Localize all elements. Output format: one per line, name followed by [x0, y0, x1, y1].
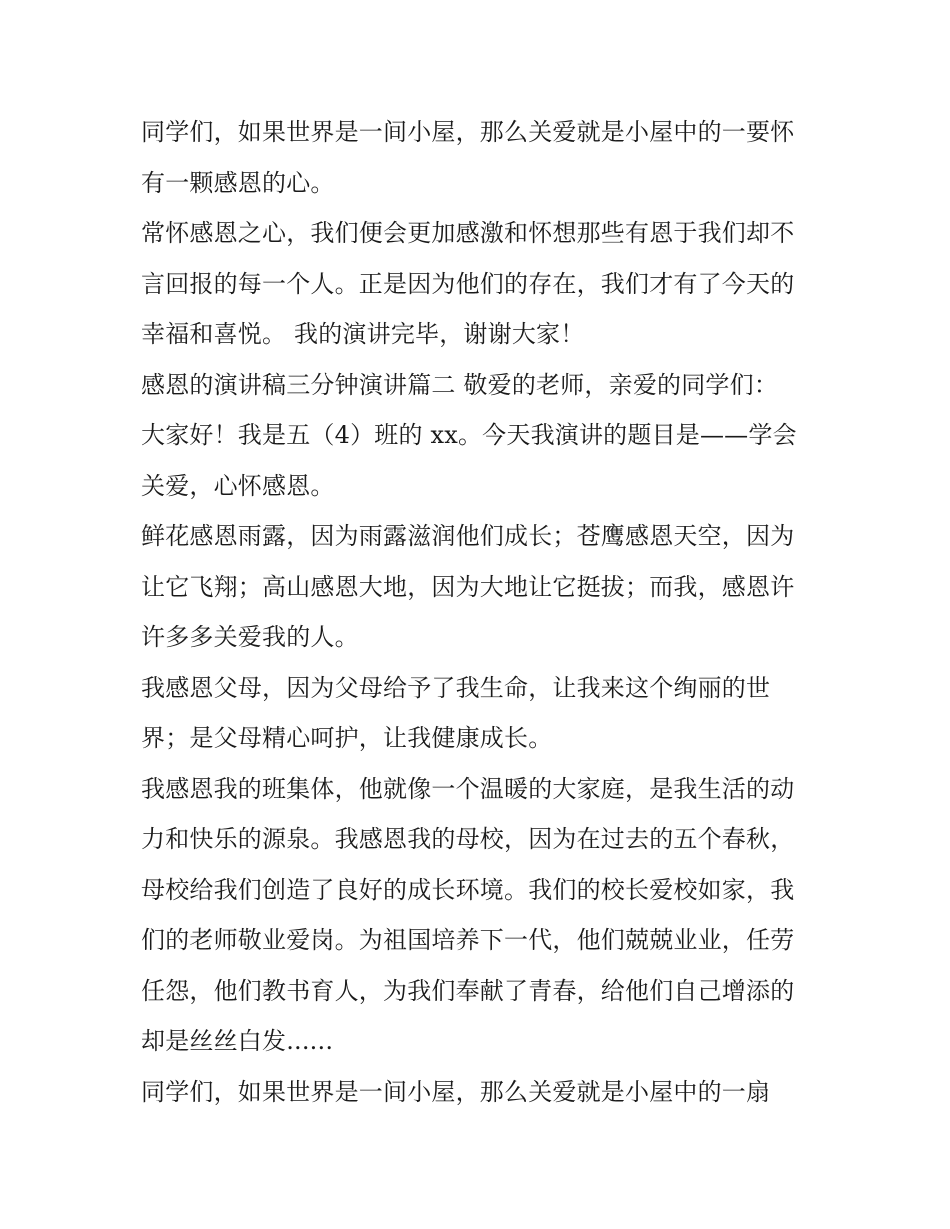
text-line: 们的老师敬业爱岗。为祖国培养下一代，他们兢兢业业，任劳 — [141, 926, 795, 954]
text-line: 鲜花感恩雨露，因为雨露滋润他们成长；苍鹰感恩天空，因为 — [141, 522, 795, 550]
text-line: 言回报的每一个人。正是因为他们的存在，我们才有了今天的 — [141, 269, 795, 298]
text-line: 任怨，他们教书育人，为我们奉献了青春，给他们自己增添的 — [141, 976, 795, 1005]
speech-text — [141, 107, 821, 1117]
text-line: 同学们，如果世界是一间小屋，那么关爱就是小屋中的一要怀 — [141, 118, 795, 146]
text-line: 界；是父母精心呵护，让我健康成长。 — [141, 724, 553, 752]
text-line: 我感恩我的班集体，他就像一个温暖的大家庭，是我生活的动 — [141, 774, 795, 803]
text-line: 关爱，心怀感恩。 — [141, 471, 335, 500]
text-line: 感恩的演讲稿三分钟演讲篇二 敬爱的老师，亲爱的同学们： — [141, 370, 779, 399]
text-line: 我感恩父母，因为父母给予了我生命，让我来这个绚丽的世 — [141, 673, 771, 702]
text-line: 常怀感恩之心，我们便会更加感激和怀想那些有恩于我们却不 — [141, 219, 795, 247]
text-line: 许多多关爱我的人。 — [141, 623, 359, 651]
text-line: 却是丝丝白发...... — [141, 1027, 334, 1055]
text-line: 幸福和喜悦。 我的演讲完毕，谢谢大家！ — [141, 320, 585, 348]
text-line: 同学们，如果世界是一间小屋，那么关爱就是小屋中的一扇 — [141, 1077, 771, 1106]
text-line: 大家好！我是五（4）班的 xx。今天我演讲的题目是——学会 — [141, 421, 797, 449]
text-line: 力和快乐的源泉。我感恩我的母校，因为在过去的五个春秋， — [141, 825, 795, 853]
text-line: 母校给我们创造了良好的成长环境。我们的校长爱校如家，我 — [141, 875, 795, 904]
text-line: 让它飞翔；高山感恩大地，因为大地让它挺拔；而我，感恩许 — [141, 572, 795, 601]
text-line: 有一颗感恩的心。 — [141, 168, 335, 197]
